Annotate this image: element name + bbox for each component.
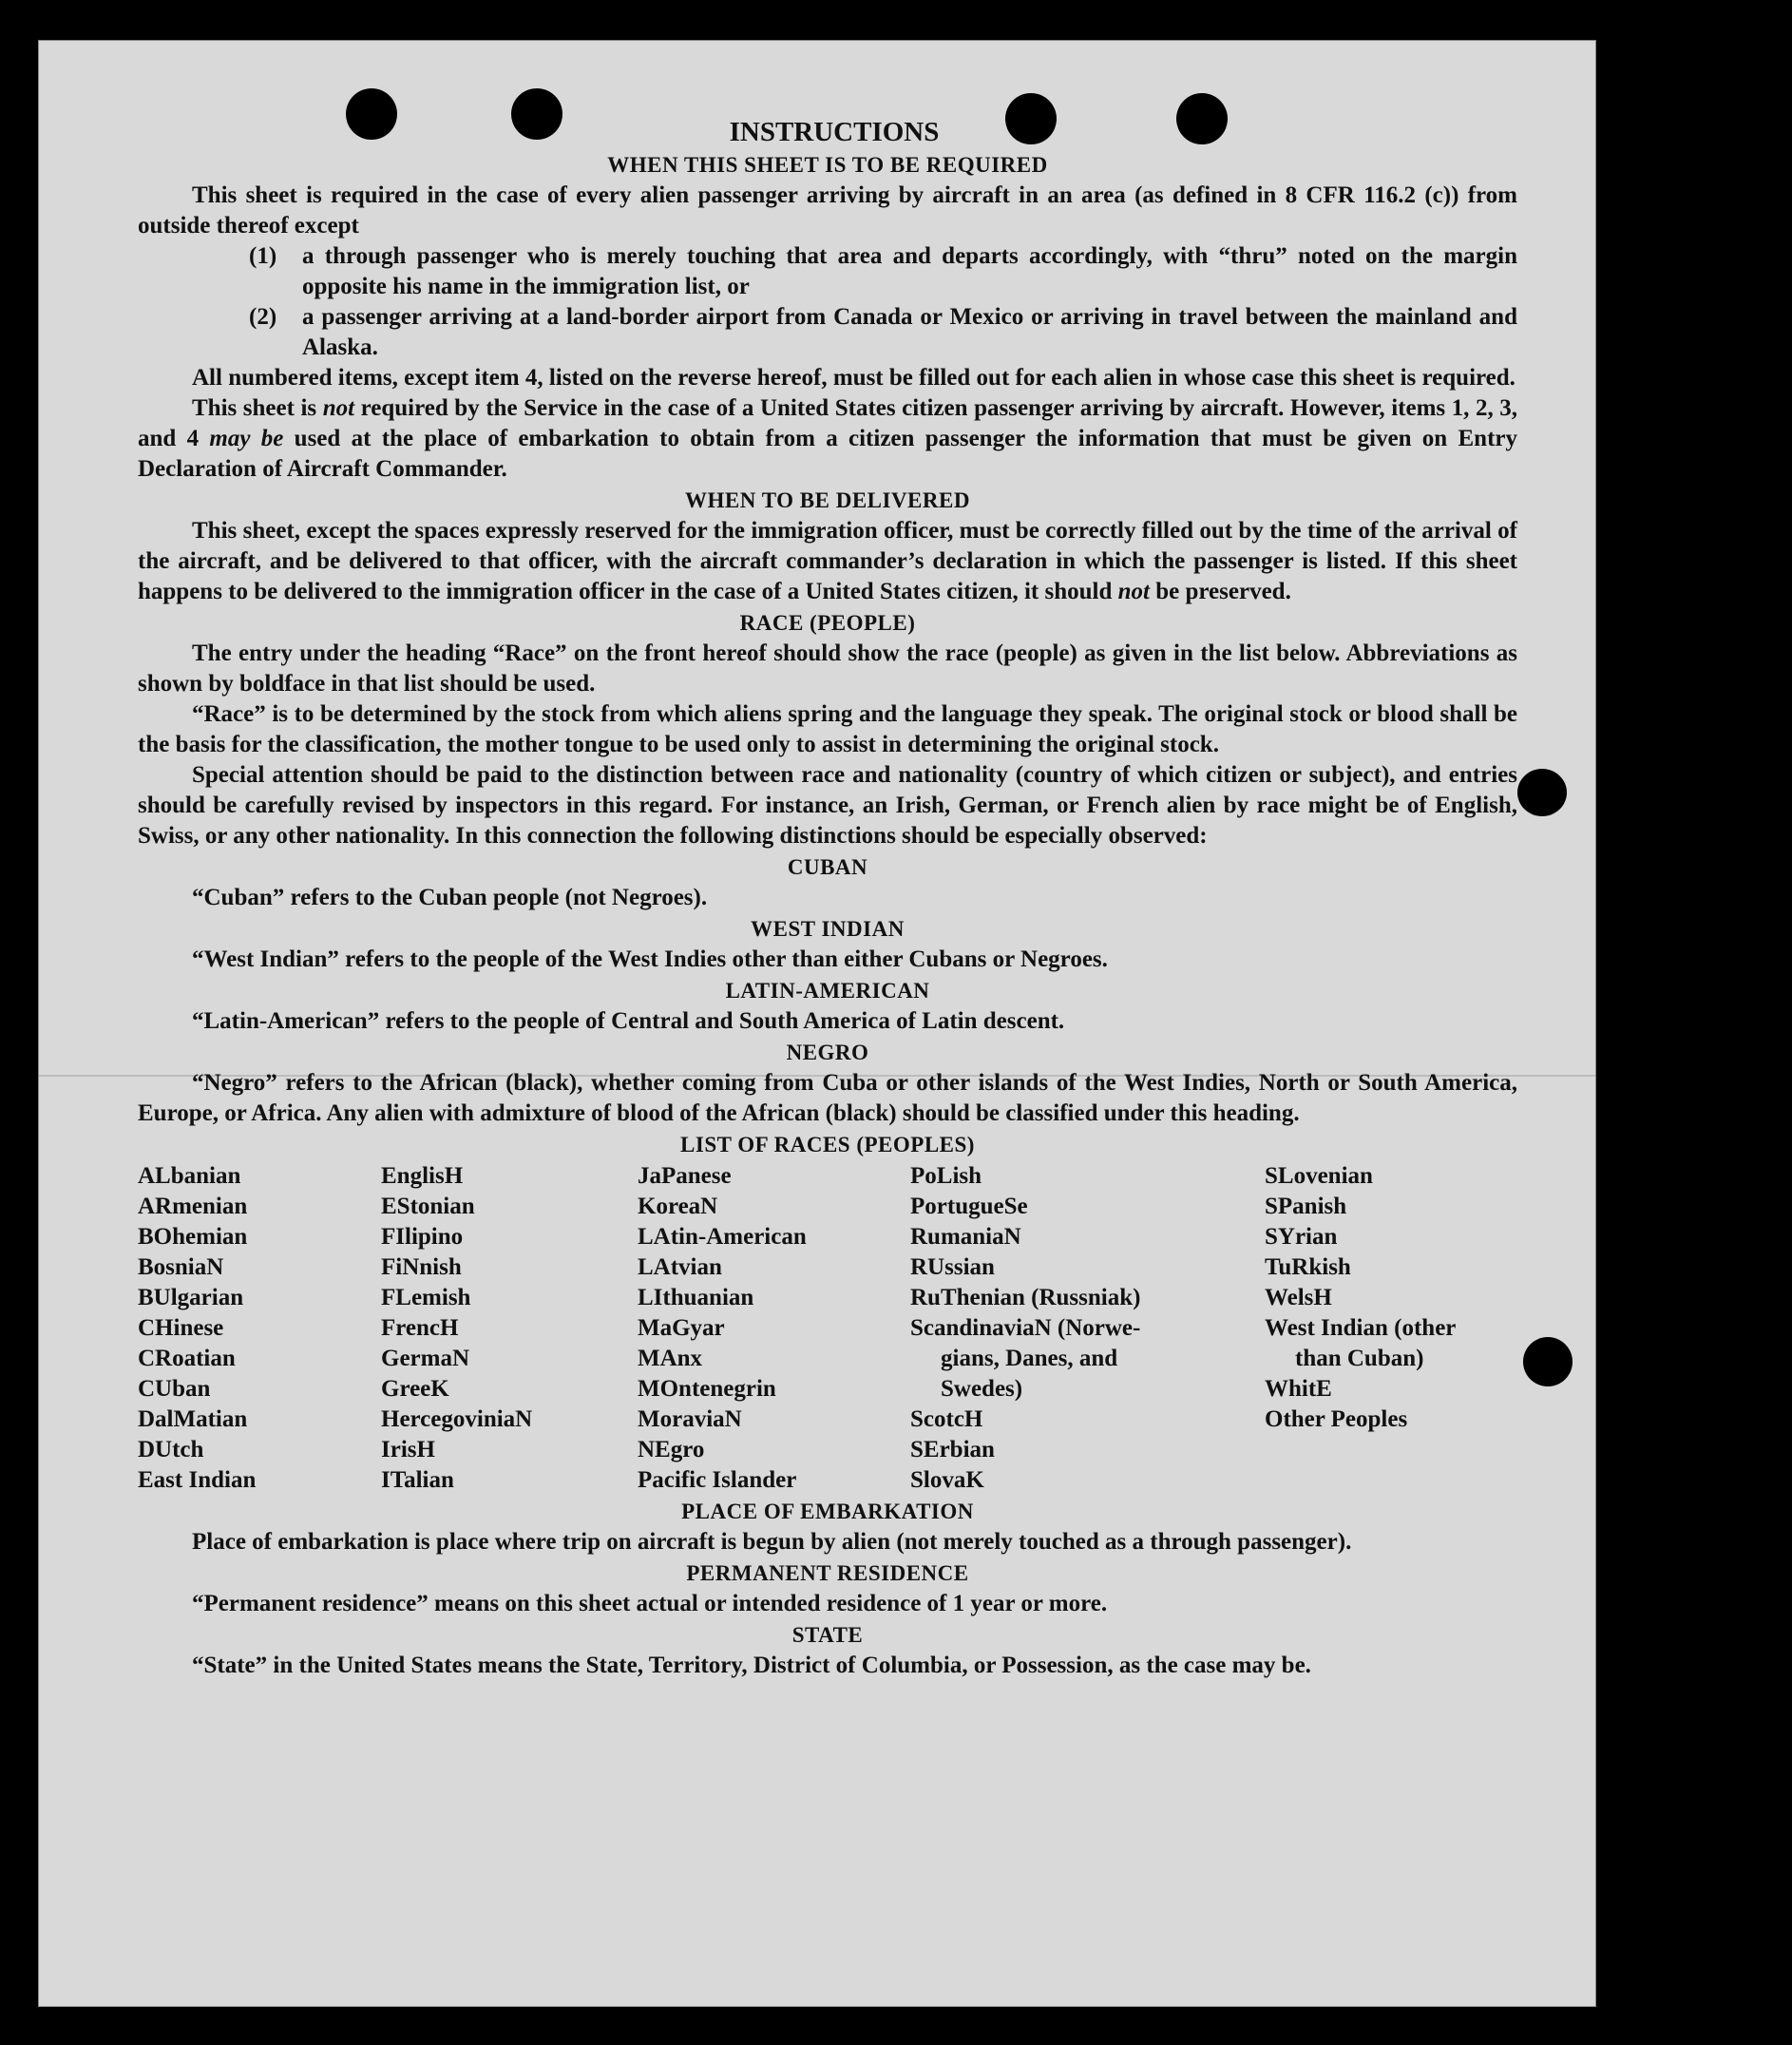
section-heading: LATIN-AMERICAN [725,979,930,1003]
race-item: HercegoviniaN [381,1406,533,1432]
race-item: SErbian [910,1437,995,1462]
race-item: than Cuban) [1295,1346,1424,1371]
paragraph: “Race” is to be determined by the stock from which aliens spring and the language they speak. The original stock or blood shall be the basis for the classification, the mother tongue to be used only to assist in determining the original stock. [138,701,1517,757]
section-heading: NEGRO [786,1041,869,1064]
list-item [138,302,1517,363]
race-item: LAtin-American [638,1224,807,1250]
page-title: INSTRUCTIONS [729,117,940,147]
paragraph: “Permanent residence” means on this sheet actual or intended residence of 1 year or more. [192,1591,1108,1616]
paragraph: “Latin-American” refers to the people of Central and South America of Latin descent. [192,1008,1065,1034]
paragraph: This sheet is required in the case of every alien passenger arriving by aircraft in an area (as defined in 8 CFR 116.2 (c)) from outside thereof except [138,182,1517,239]
race-item: EStonian [381,1194,475,1219]
race-item: GreeK [381,1376,449,1402]
race-item: West Indian (other [1265,1315,1457,1341]
item-text: a through passenger who is merely touching that area and departs accordingly, with “thru” noted on the margin opposite his name in the immigration list, or [302,243,1517,299]
section-heading: PERMANENT RESIDENCE [686,1561,969,1585]
race-item: Other Peoples [1265,1406,1408,1432]
punch-hole [1523,1337,1573,1386]
paragraph: “Negro” refers to the African (black), whether coming from Cuba or other islands of the West Indies, North or South America, Europe, or Africa. Any alien with admixture of blood of the African (black) should be classified under this heading. [138,1070,1517,1126]
race-item: TuRkish [1265,1254,1351,1280]
race-item: WhitE [1265,1376,1332,1402]
paragraph: The entry under the heading “Race” on the front hereof should show the race (people) as given in the list below. Abbreviations as shown by boldface in that list should be used. [138,640,1517,697]
section-heading: WHEN TO BE DELIVERED [685,488,970,512]
section-heading: CUBAN [787,855,868,879]
race-item: MoraviaN [638,1406,742,1432]
race-column [138,1161,381,1496]
paragraph: This sheet, except the spaces expressly reserved for the immigration officer, must be correctly filled out by the time of the arrival of the aircraft, and be delivered to that officer, with the aircraft commander’s declaration in which the passenger is listed. If this sheet happens to be delivered to the immigration officer in the case of a United States citizen, it should not be preserved. [138,518,1517,604]
paragraph: “Cuban” refers to the Cuban people (not Negroes). [192,885,708,910]
race-item: RuThenian (Russniak) [910,1285,1141,1310]
race-item: MaGyar [638,1315,725,1341]
race-item: BosniaN [138,1254,224,1280]
race-column [910,1161,1265,1496]
race-item: RumaniaN [910,1224,1021,1250]
race-item: LAtvian [638,1254,722,1280]
race-item: FiNnish [381,1254,462,1280]
race-item: LIthuanian [638,1285,754,1310]
section-heading: WHEN THIS SHEET IS TO BE REQUIRED [607,153,1048,177]
race-list [138,1161,1517,1496]
instructions-body [138,115,1517,1681]
section-heading: PLACE OF EMBARKATION [681,1500,974,1523]
list-item [138,241,1517,302]
race-item: CHinese [138,1315,224,1341]
race-item: FIlipino [381,1224,464,1250]
race-item: gians, Danes, and [941,1346,1118,1371]
race-column [381,1161,638,1496]
item-number: (2) [249,304,277,330]
race-item: PoLish [910,1163,982,1189]
section-heading: STATE [791,1623,864,1647]
section-heading: RACE (PEOPLE) [739,611,916,635]
race-item: NEgro [638,1437,705,1462]
section-heading: WEST INDIAN [751,917,905,941]
race-item: BOhemian [138,1224,248,1250]
race-item: SPanish [1265,1194,1347,1219]
paragraph: “West Indian” refers to the people of the West Indies other than either Cubans or Negroes. [192,946,1108,972]
item-number: (1) [249,243,277,269]
item-text: a passenger arriving at a land-border airport from Canada or Mexico or arriving in travel between the mainland and Alaska. [302,304,1517,360]
document-sheet [38,40,1596,2007]
paragraph: “State” in the United States means the State, Territory, District of Columbia, or Possession, as the case may be. [192,1653,1311,1678]
race-item: KoreaN [638,1194,718,1219]
race-item: FLemish [381,1285,471,1310]
race-item: Pacific Islander [638,1467,797,1493]
race-item: SYrian [1265,1224,1338,1250]
race-item: DalMatian [138,1406,248,1432]
race-item: FrencH [381,1315,459,1341]
race-item: MOntenegrin [638,1376,776,1402]
punch-hole [1517,769,1567,816]
race-item: PortugueSe [910,1194,1028,1219]
race-column [638,1161,910,1496]
paragraph: This sheet is not required by the Service in the case of a United States citizen passenger arriving by aircraft. However, items 1, 2, 3, and 4 may be used at the place of embarkation to obtain from a citizen passenger the information that must be given on Entry Declaration of Aircraft Commander. [138,395,1518,482]
race-item: IrisH [381,1437,435,1462]
paragraph: Special attention should be paid to the distinction between race and nationality (country of which citizen or subject), and entries should be carefully revised by inspectors in this regard. For instance, an Irish, German, or French alien by race might be of English, Swiss, or any other nationality. In this connection the following distinctions should be especially observed: [138,762,1517,849]
race-item: EnglisH [381,1163,464,1189]
race-column [1265,1161,1517,1496]
paragraph: All numbered items, except item 4, listed on the reverse hereof, must be filled out for each alien in whose case this sheet is required. [192,365,1516,391]
race-item: ITalian [381,1467,454,1493]
race-item: CRoatian [138,1346,236,1371]
race-item: WelsH [1265,1285,1332,1310]
race-item: Swedes) [941,1376,1023,1402]
race-item: RUssian [910,1254,995,1280]
section-heading: LIST OF RACES (PEOPLES) [680,1133,975,1156]
race-item: East Indian [138,1467,257,1493]
race-item: DUtch [138,1437,204,1462]
race-item: BUlgarian [138,1285,244,1310]
race-item: MAnx [638,1346,703,1371]
race-item: CUban [138,1376,211,1402]
paragraph: Place of embarkation is place where trip on aircraft is begun by alien (not merely touched as a through passenger). [192,1529,1352,1555]
race-item: ARmenian [138,1194,248,1219]
race-item: ScandinaviaN (Norwe- [910,1315,1141,1341]
race-item: ScotcH [910,1406,983,1432]
race-item: ALbanian [138,1163,241,1189]
race-item: SlovaK [910,1467,984,1493]
race-item: JaPanese [638,1163,732,1189]
race-item: GermaN [381,1346,470,1371]
race-item: SLovenian [1265,1163,1373,1189]
